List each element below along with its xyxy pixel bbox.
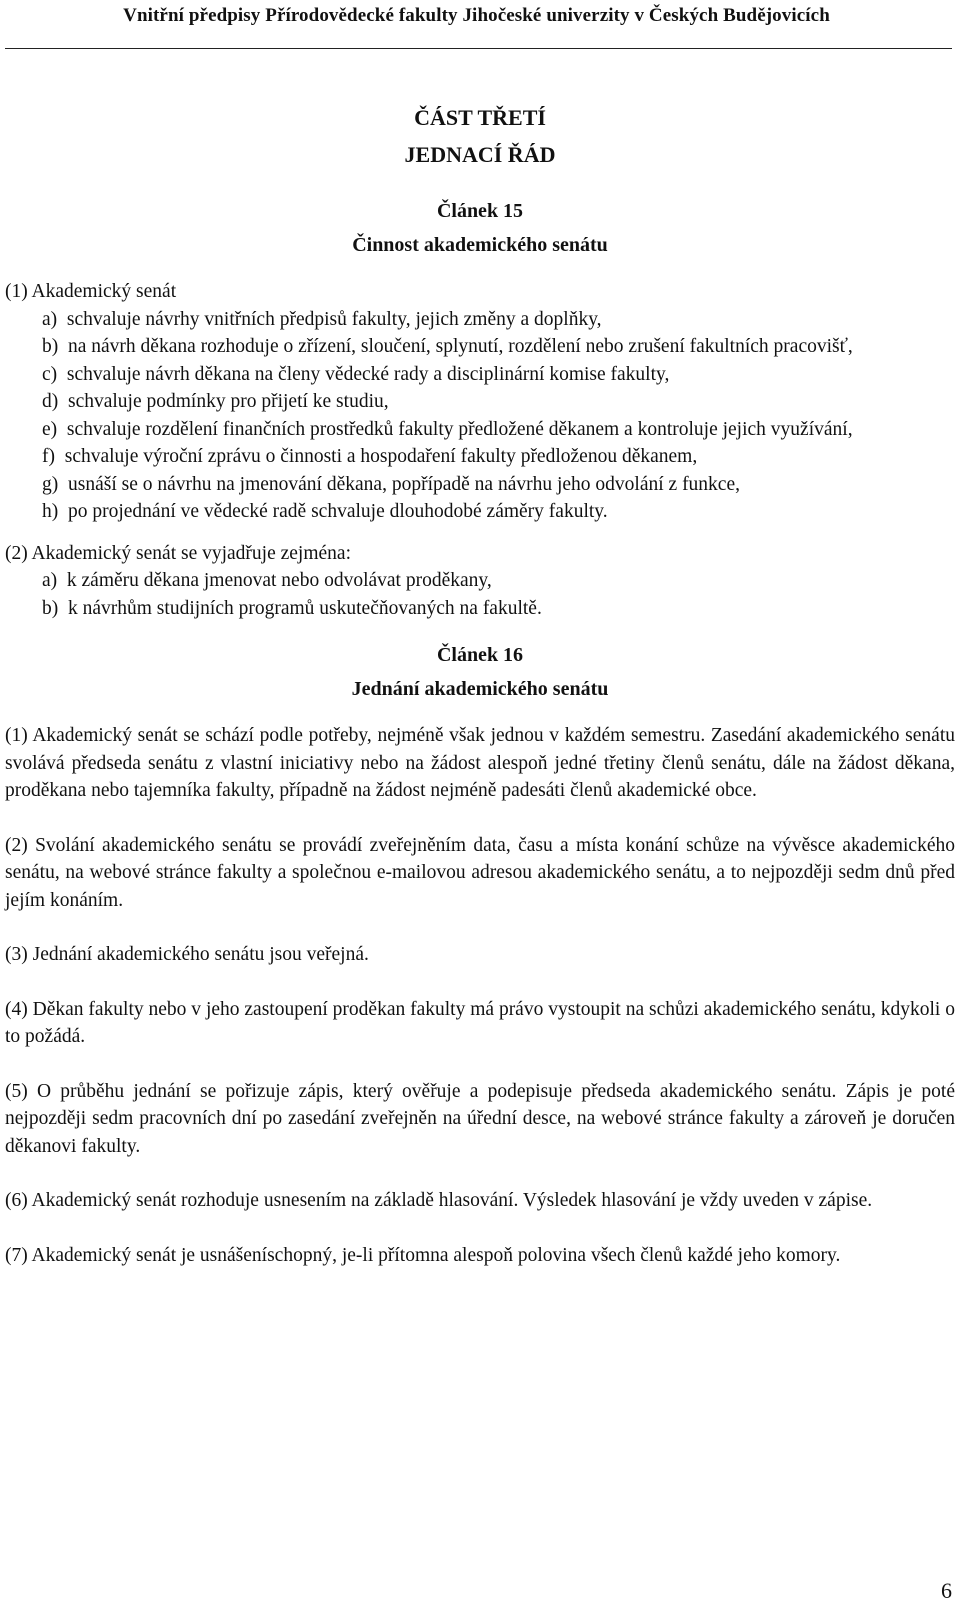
header-divider — [5, 48, 952, 49]
article-15-paragraph-1 — [5, 278, 955, 526]
article-15-paragraph-2 — [5, 540, 955, 623]
list-item: c) schvaluje návrh děkana na členy vědecké rady a disciplinární komise fakulty, — [42, 363, 670, 385]
paragraph-intro: (1) Akademický senát — [5, 281, 177, 302]
article-16-paragraph-2: (2) Svolání akademického senátu se provádí zveřejněním data, času a místa konání schůze na vývěsce akademického senátu, na webové stránce fakulty a společnou e-mailovou adresou akademického senátu, a to nejpozději sedm dnů před jejím konáním. — [5, 834, 955, 911]
article-16-paragraph-3: (3) Jednání akademického senátu jsou veřejná. — [5, 944, 369, 965]
list-item: a) k záměru děkana jmenovat nebo odvolávat proděkany, — [42, 570, 492, 591]
article-16-paragraph-1: (1) Akademický senát se schází podle potřeby, nejméně však jednou v každém semestru. Zasedání akademického senátu svolává předseda senátu z vlastní iniciativy nebo na žádost alespoň jedné třetiny členů senátu, dále na žádost děkana, proděkana nebo tajemníka fakulty, případně na žádost nejméně padesáti členů akademické obce. — [5, 725, 955, 801]
article-16-paragraph-4: (4) Děkan fakulty nebo v jeho zastoupení proděkan fakulty má právo vystoupit na schůzi akademického senátu, kdykoli o to požádá. — [5, 998, 955, 1047]
list-item: b) na návrh děkana rozhoduje o zřízení, sloučení, splynutí, rozdělení nebo zrušení fakultních pracovišť, — [42, 336, 853, 357]
part-title: ČÁST TŘETÍ — [414, 105, 546, 130]
list-item: g) usnáší se o návrhu na jmenování děkana, popřípadě na návrhu jeho odvolání z funkce, — [42, 473, 740, 495]
list-item: f) schvaluje výroční zprávu o činnosti a hospodaření fakulty předloženou děkanem, — [42, 446, 698, 467]
article-16-number: Článek 16 — [436, 644, 524, 666]
page-number: 6 — [941, 1578, 952, 1603]
article-16-paragraph-5: (5) O průběhu jednání se pořizuje zápis, který ověřuje a podepisuje předseda akademického senátu. Zápis je poté nejpozději sedm pracovních dní po zasedání zveřejněn na úřední desce, na webové stránce fakulty a zároveň je doručen děkanovi fakulty. — [5, 1080, 955, 1157]
page-header: Vnitřní předpisy Přírodovědecké fakulty Jihočeské univerzity v Českých Budějovicích — [123, 5, 830, 26]
list-item: e) schvaluje rozdělení finančních prostředků fakulty předložené děkanem a kontroluje jejich využívání, — [42, 418, 853, 440]
article-15-number: Článek 15 — [436, 200, 524, 222]
article-16-title: Jednání akademického senátu — [351, 678, 609, 700]
paragraph-intro: (2) Akademický senát se vyjadřuje zejména: — [5, 542, 351, 564]
article-16-paragraph-6: (6) Akademický senát rozhoduje usnesením na základě hlasování. Výsledek hlasování je vždy uveden v zápise. — [5, 1190, 873, 1211]
list-item: b) k návrhům studijních programů uskutečňovaných na fakultě. — [42, 597, 542, 619]
document-body — [5, 99, 955, 1269]
list-item: d) schvaluje podmínky pro přijetí ke studiu, — [42, 391, 389, 412]
article-15-title: Činnost akademického senátu — [352, 234, 608, 256]
part-subtitle: JEDNACÍ ŘÁD — [404, 142, 556, 167]
list-item: h) po projednání ve vědecké radě schvaluje dlouhodobé záměry fakulty. — [42, 501, 608, 522]
list-item: a) schvaluje návrhy vnitřních předpisů fakulty, jejich změny a doplňky, — [42, 308, 602, 330]
article-16-paragraph-7: (7) Akademický senát je usnášeníschopný, je-li přítomna alespoň polovina všech členů každé jeho komory. — [5, 1244, 841, 1266]
